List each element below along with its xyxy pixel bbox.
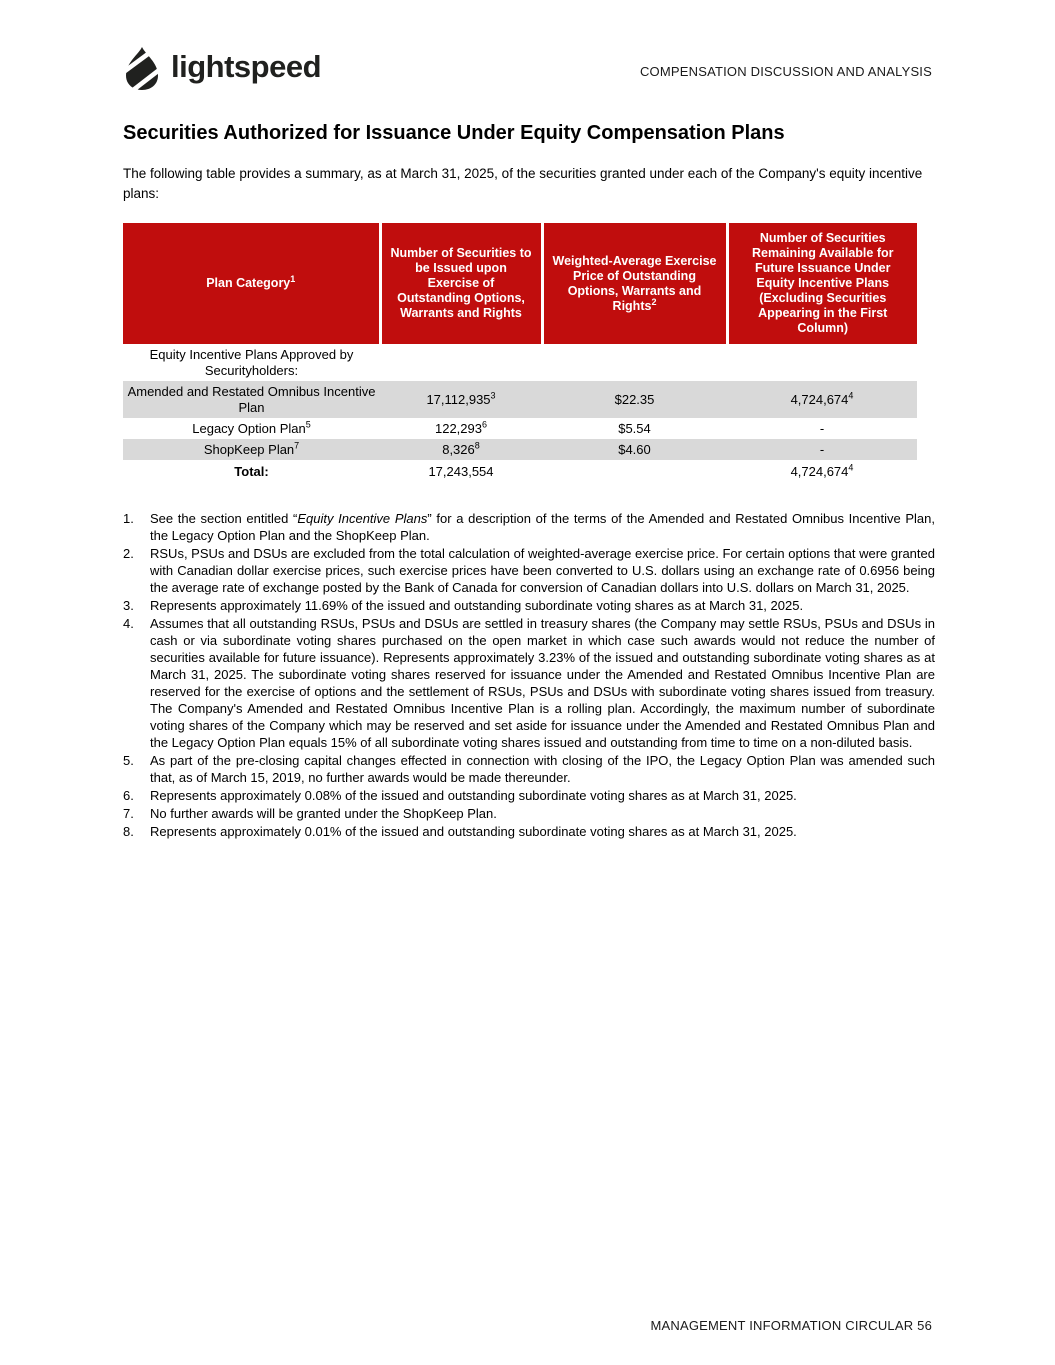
plan-name-cell — [123, 439, 380, 460]
value: 8,326 — [442, 441, 475, 457]
table-row-legacy-option-plan — [123, 418, 917, 439]
table-header-row — [123, 223, 917, 344]
footnote-ref: 5 — [305, 419, 311, 430]
footnote-number: 6. — [123, 788, 134, 803]
securities-remaining-cell — [727, 418, 917, 439]
footnote-number: 3. — [123, 598, 134, 613]
footnote-text: Represents approximately 0.01% of the issued and outstanding subordinate voting shares as at March 31, 2025. — [150, 824, 797, 839]
total-securities-issued-cell — [380, 460, 542, 483]
footnote-text: No further awards will be granted under the ShopKeep Plan. — [150, 806, 497, 821]
lightspeed-logo — [123, 46, 321, 91]
table-body — [123, 344, 917, 483]
lightspeed-flame-icon — [123, 46, 161, 91]
footnote-number: 4. — [123, 616, 134, 631]
total-exercise-price-cell — [542, 460, 727, 483]
securities-issued-cell — [380, 381, 542, 418]
empty-cell — [380, 344, 542, 381]
total-label-cell: Total: — [234, 463, 269, 479]
value: 4,724,674 — [790, 391, 849, 407]
table-row-group-label — [123, 344, 917, 381]
plan-name: Amended and Restated Omnibus Incentive Plan — [127, 383, 376, 415]
footnote-text-italic: Equity Incentive Plans — [297, 511, 428, 526]
column-header-label: Plan Category — [206, 276, 291, 290]
footnote-text: Assumes that all outstanding RSUs, PSUs and DSUs are settled in treasury shares (the Company may settle RSUs, PSUs and DSUs in cash or via subordinate voting shares purchased on the open market in which case such awards would not reduce the number of securities available for future issuance). Represents approximately 3.23% of the issued and outstanding subordinate voting shares as at March 31, 2025. The subordinate voting shares reserved for issuance under the Amended and Restated Omnibus Incentive Plan are reserved for the exercise of options and the settlement of RSUs, PSUs and DSUs with subordinate voting shares issued from treasury. The Company's Amended and Restated Omnibus Incentive Plan is a rolling plan. Accordingly, the maximum number of subordinate voting shares of the Company which may be reserved and set aside for issuance under the Amended and Restated Omnibus Plan and the Legacy Option Plan equals 15% of all subordinate voting shares issued and outstanding from time to time on a non-diluted basis. — [150, 616, 935, 750]
table-row-total — [123, 460, 917, 483]
column-header-plan-category — [123, 223, 380, 344]
exercise-price-cell — [542, 381, 727, 418]
footnote-number: 2. — [123, 546, 134, 561]
footnote-text-part: ” for a description of the terms of the Amended and Restated Omnibus Incentive Plan, the Legacy Option Plan and the ShopKeep Plan. — [150, 511, 936, 543]
securities-issued-cell — [380, 418, 542, 439]
group-label-cell: Equity Incentive Plans Approved by Securityholders: — [149, 346, 354, 378]
footnote-text: Represents approximately 11.69% of the issued and outstanding subordinate voting shares as at March 31, 2025. — [150, 598, 804, 613]
table-header — [123, 223, 917, 344]
footnote-6 — [123, 787, 935, 804]
footnote-text: Represents approximately 0.08% of the issued and outstanding subordinate voting shares as at March 31, 2025. — [150, 788, 797, 803]
footnote-number: 5. — [123, 753, 134, 768]
page-header — [123, 45, 932, 91]
column-header-label: Number of Securities to be Issued upon Exercise of Outstanding Options, Warrants and Rights — [390, 246, 532, 320]
footnote-text: As part of the pre-closing capital changes effected in connection with closing of the IPO, the Legacy Option Plan was amended such that, as of March 15, 2019, no further awards would be made thereunder. — [150, 753, 935, 785]
footnote-ref: 1 — [290, 273, 296, 284]
footnote-number: 1. — [123, 511, 134, 526]
empty-cell — [542, 344, 727, 381]
exercise-price-cell — [542, 439, 727, 460]
footnote-ref: 4 — [848, 390, 854, 401]
footnote-ref: 4 — [848, 462, 854, 473]
footnote-ref: 8 — [474, 440, 480, 451]
intro-paragraph: The following table provides a summary, as at March 31, 2025, of the securities granted under each of the Company's equity incentive plans: — [123, 166, 923, 201]
empty-cell — [727, 344, 917, 381]
column-header-label: Weighted-Average Exercise Price of Outstanding Options, Warrants and Rights — [552, 253, 717, 313]
table-row-amended-omnibus-plan — [123, 381, 917, 418]
value: 4,724,674 — [790, 463, 849, 479]
plan-name: Legacy Option Plan — [192, 420, 306, 436]
value: 17,112,935 — [426, 391, 491, 407]
total-securities-remaining-cell — [727, 460, 917, 483]
footnote-5 — [123, 752, 935, 786]
column-header-securities-issued — [380, 223, 542, 344]
securities-issued-cell — [380, 439, 542, 460]
footnote-ref: 7 — [294, 440, 300, 451]
footnote-number: 7. — [123, 806, 134, 821]
securities-remaining-cell — [727, 381, 917, 418]
plan-name-cell — [123, 418, 380, 439]
footnote-1 — [123, 510, 935, 544]
column-header-label: Number of Securities Remaining Available for Future Issuance Under Equity Incentive Plans (Excluding Securities Appearing in the First Column) — [752, 231, 894, 335]
equity-compensation-table — [123, 223, 917, 483]
value: $22.35 — [614, 391, 655, 407]
footnote-2 — [123, 545, 935, 596]
footnote-8 — [123, 823, 935, 840]
footnote-3 — [123, 597, 935, 614]
exercise-price-cell — [542, 418, 727, 439]
plan-name: ShopKeep Plan — [203, 441, 295, 457]
column-header-weighted-average-price — [542, 223, 727, 344]
footnotes-list — [123, 510, 935, 840]
plan-name-cell — [123, 381, 380, 418]
value: $5.54 — [618, 420, 651, 436]
brand-wordmark: lightspeed — [171, 48, 322, 84]
footnote-number: 8. — [123, 824, 134, 839]
page-title: Securities Authorized for Issuance Under Equity Compensation Plans — [123, 122, 785, 144]
footnote-ref: 6 — [481, 419, 487, 430]
footnote-ref: 3 — [490, 390, 496, 401]
value: - — [819, 441, 825, 457]
footnote-text: RSUs, PSUs and DSUs are excluded from the total calculation of weighted-average exercise price. For certain options that were granted with Canadian dollar exercise prices, such exercise prices have been converted to U.S. dollars using an exchange rate of 0.6956 being the average rate of exchange posted by the Bank of Canada for conversion of Canadian dollars into U.S. dollars on March 31, 2025. — [150, 546, 935, 595]
footnote-ref: 2 — [651, 296, 657, 307]
value: 122,293 — [434, 420, 482, 436]
column-header-securities-remaining — [727, 223, 917, 344]
value: - — [819, 420, 825, 436]
page-footer: MANAGEMENT INFORMATION CIRCULAR 56 — [650, 1318, 932, 1333]
value: $4.60 — [618, 441, 651, 457]
table-row-shopkeep-plan — [123, 439, 917, 460]
footnote-7 — [123, 805, 935, 822]
value: 17,243,554 — [428, 463, 494, 479]
footnote-text — [150, 511, 935, 543]
footnote-4 — [123, 615, 935, 751]
running-header: COMPENSATION DISCUSSION AND ANALYSIS — [639, 63, 932, 79]
footnote-text-part: See the section entitled “ — [150, 511, 298, 526]
securities-remaining-cell — [727, 439, 917, 460]
